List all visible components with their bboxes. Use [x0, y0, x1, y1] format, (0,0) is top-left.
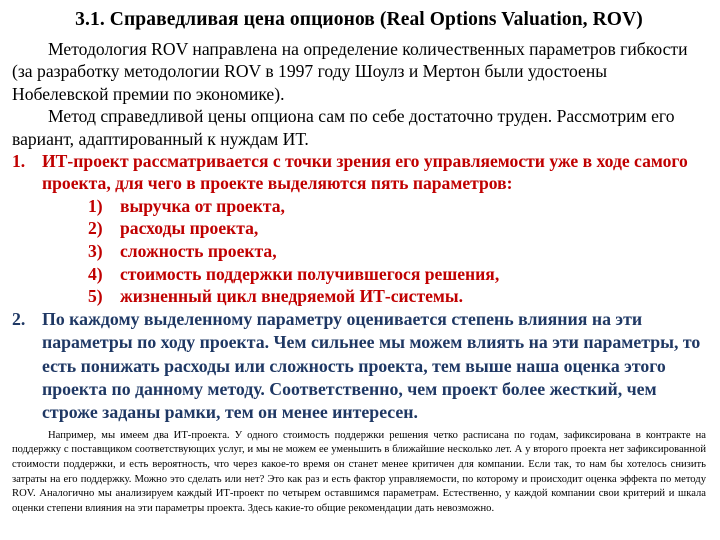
intro-paragraph-1: Методология ROV направлена на определение количественных параметров гибкости (за разработку методологии ROV в 1997 году Шоулз и Мертон были удостоены Нобелевской премии по экономике).	[12, 39, 688, 104]
parameter-list	[12, 195, 706, 308]
list-item-number: 5)	[88, 286, 103, 307]
list-item-number: 3)	[88, 241, 103, 262]
point-1-text: ИТ-проект рассматривается с точки зрения его управляемости уже в ходе самого проекта, для чего в проекте выделяются пять параметров:	[42, 151, 688, 194]
example-note: Например, мы имеем два ИТ-проекта. У одного стоимость поддержки решения четко расписана по годам, зафиксирована в контракте на поддержку с поставщиком соответствующих услуг, и мы не можем ее уменьшить в ближайшие несколько лет. А у второго проекта нет зафиксированной стоимости поддержки, и есть вероятность, что через какое-то время он станет менее критичен для компании. Если так, то нам бы хотелось снизить затраты на его поддержку. Можно это сделать или нет? Это как раз и есть фактор управляемости, по которому и происходит оценка эффекта по методу ROV. Аналогично мы анализируем каждый ИТ-проект по четырем оставшимся параметрам. Естественно, у каждой компании свои критерий и шкала оценки степени влияния на эти параметры проекта. Здесь какие-то общие рекомендации дать невозможно.	[12, 429, 706, 514]
list-item-text: расходы проекта,	[120, 218, 259, 239]
list-item	[12, 285, 706, 308]
point-1	[12, 150, 706, 195]
list-item-number: 1)	[88, 195, 103, 216]
list-item-text: выручка от проекта,	[120, 195, 285, 216]
list-item-text: стоимость поддержки получившегося решения,	[120, 263, 500, 284]
list-item-text: сложность проекта,	[120, 241, 277, 262]
list-item-number: 2)	[88, 218, 103, 239]
point-2	[12, 308, 706, 425]
list-item-text: жизненный цикл внедряемой ИТ-системы.	[120, 286, 464, 307]
slide-title: 3.1. Справедливая цена опционов (Real Options Valuation, ROV)	[75, 9, 643, 30]
list-item-number: 4)	[88, 263, 103, 284]
point-2-number: 2.	[12, 308, 26, 329]
point-2-text: По каждому выделенному параметру оценивается степень влияния на эти параметры по ходу проекта. Чем сильнее мы можем влиять на эти параметры, то есть понижать расходы или сложность проекта, тем выше наша оценка этого проекта по данному методу. Соответственно, чем проект более жесткий, чем строже заданы рамки, тем он менее интересен.	[42, 308, 701, 423]
list-item	[12, 195, 706, 218]
point-1-number: 1.	[12, 151, 26, 172]
list-item	[12, 217, 706, 240]
intro-paragraph-2: Метод справедливой цены опциона сам по себе достаточно труден. Рассмотрим его вариант, адаптированный к нуждам ИТ.	[12, 106, 675, 149]
list-item	[12, 263, 706, 286]
list-item	[12, 240, 706, 263]
